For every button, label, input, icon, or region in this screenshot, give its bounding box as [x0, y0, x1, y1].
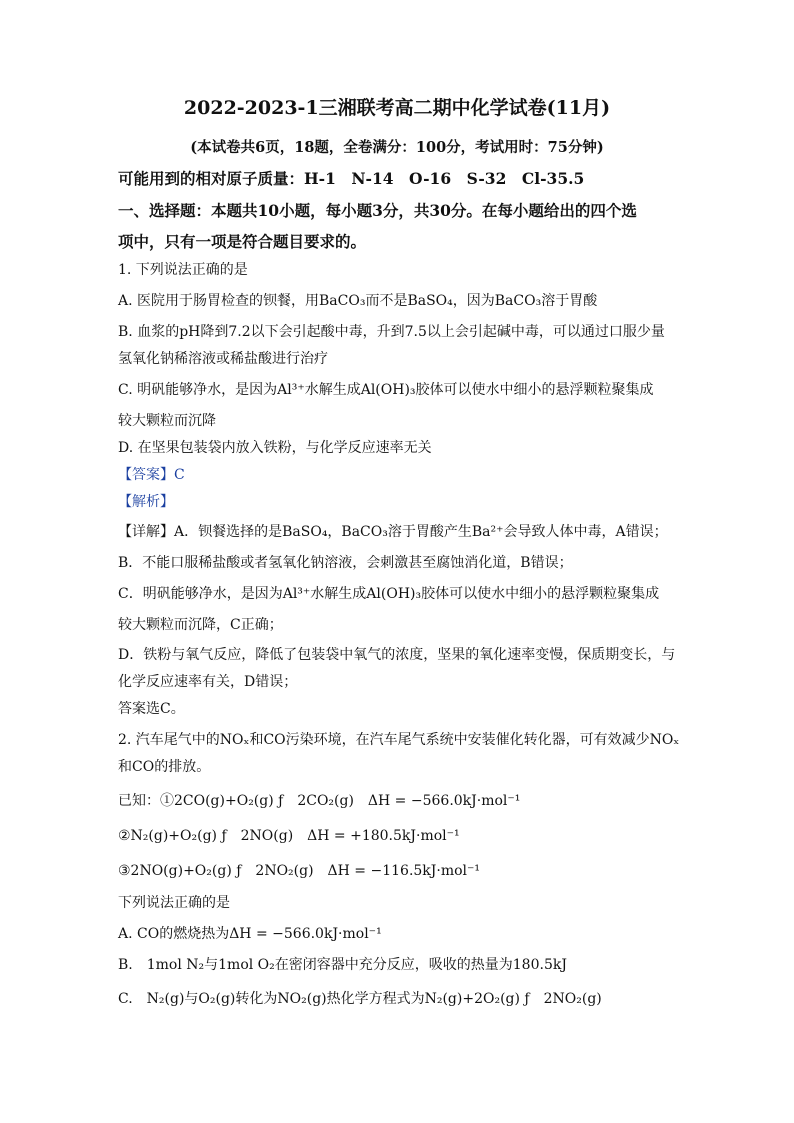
q1-stem: 1. 下列说法正确的是: [118, 262, 248, 278]
q1-detail-line-5: D．铁粉与氧气反应，降低了包装袋中氧气的浓度，坚果的氧化速率变慢，保质期变长，与: [118, 647, 676, 663]
q2-option-c: C. N₂(g)与O₂(g)转化为NO₂(g)热化学方程式为N₂(g)+2O₂(g) ƒ 2NO₂(g): [118, 991, 602, 1007]
q2-equation-2: ②N₂(g)+O₂(g) ƒ 2NO(g) ΔH = +180.5kJ·mol⁻¹: [118, 828, 460, 844]
atomic-mass-line: 可能用到的相对原子质量：H-1 N-14 O-16 S-32 Cl-35.5: [118, 169, 585, 188]
q1-option-c-line-2: 较大颗粒而沉降: [118, 413, 216, 429]
q1-analysis-label: 【解析】: [118, 494, 174, 510]
q1-conclusion: 答案选C。: [118, 701, 185, 717]
section-heading-line-1: 一、选择题：本题共10小题，每小题3分，共30分。在每小题给出的四个选: [118, 201, 637, 220]
q1-answer: 【答案】C: [118, 467, 185, 483]
q1-option-d: D. 在坚果包装袋内放入铁粉，与化学反应速率无关: [118, 440, 432, 456]
exam-subtitle: (本试卷共6页，18题，全卷满分：100分，考试用时：75分钟): [190, 139, 604, 156]
q2-equation-3: ③2NO(g)+O₂(g) ƒ 2NO₂(g) ΔH = −116.5kJ·mol⁻¹: [118, 863, 481, 879]
q1-option-a: A. 医院用于肠胃检查的钡餐，用BaCO₃而不是BaSO₄，因为BaCO₃溶于胃酸: [118, 293, 598, 309]
q2-equation-1: 已知：①2CO(g)+O₂(g) ƒ 2CO₂(g) ΔH = −566.0kJ·mol⁻¹: [118, 793, 521, 809]
q2-option-b: B. 1mol N₂与1mol O₂在密闭容器中充分反应，吸收的热量为180.5kJ: [118, 957, 567, 973]
q1-option-c-line-1: C. 明矾能够净水，是因为Al³⁺水解生成Al(OH)₃胶体可以使水中细小的悬浮颗粒聚集成: [118, 382, 654, 398]
q1-detail-line-4: 较大颗粒而沉降，C正确；: [118, 617, 283, 633]
section-heading-line-2: 项中，只有一项是符合题目要求的。: [118, 232, 367, 251]
q1-detail-line-6: 化学反应速率有关，D错误；: [118, 674, 298, 690]
q2-option-a: A. CO的燃烧热为ΔH = −566.0kJ·mol⁻¹: [118, 926, 382, 942]
q2-stem-line-1: 2. 汽车尾气中的NOₓ和CO污染环境，在汽车尾气系统中安装催化转化器，可有效减少NOₓ: [118, 732, 680, 748]
q1-detail-line-2: B．不能口服稀盐酸或者氢氧化钠溶液，会刺激甚至腐蚀消化道，B错误；: [118, 555, 573, 571]
q1-option-b-line-2: 氢氧化钠稀溶液或稀盐酸进行治疗: [118, 351, 328, 367]
q1-detail-line-3: C．明矾能够净水，是因为Al³⁺水解生成Al(OH)₃胶体可以使水中细小的悬浮颗粒聚集成: [118, 586, 660, 602]
q2-stem-line-2: 和CO的排放。: [118, 759, 211, 775]
exam-title: 2022-2023-1三湘联考高二期中化学试卷(11月): [183, 97, 611, 119]
q2-ask: 下列说法正确的是: [118, 895, 230, 911]
q1-detail-line-1: 【详解】A．钡餐选择的是BaSO₄，BaCO₃溶于胃酸产生Ba²⁺会导致人体中毒，A错误；: [118, 524, 668, 540]
q1-option-b-line-1: B. 血浆的pH降到7.2以下会引起酸中毒，升到7.5以上会引起碱中毒，可以通过口服少量: [118, 324, 665, 340]
